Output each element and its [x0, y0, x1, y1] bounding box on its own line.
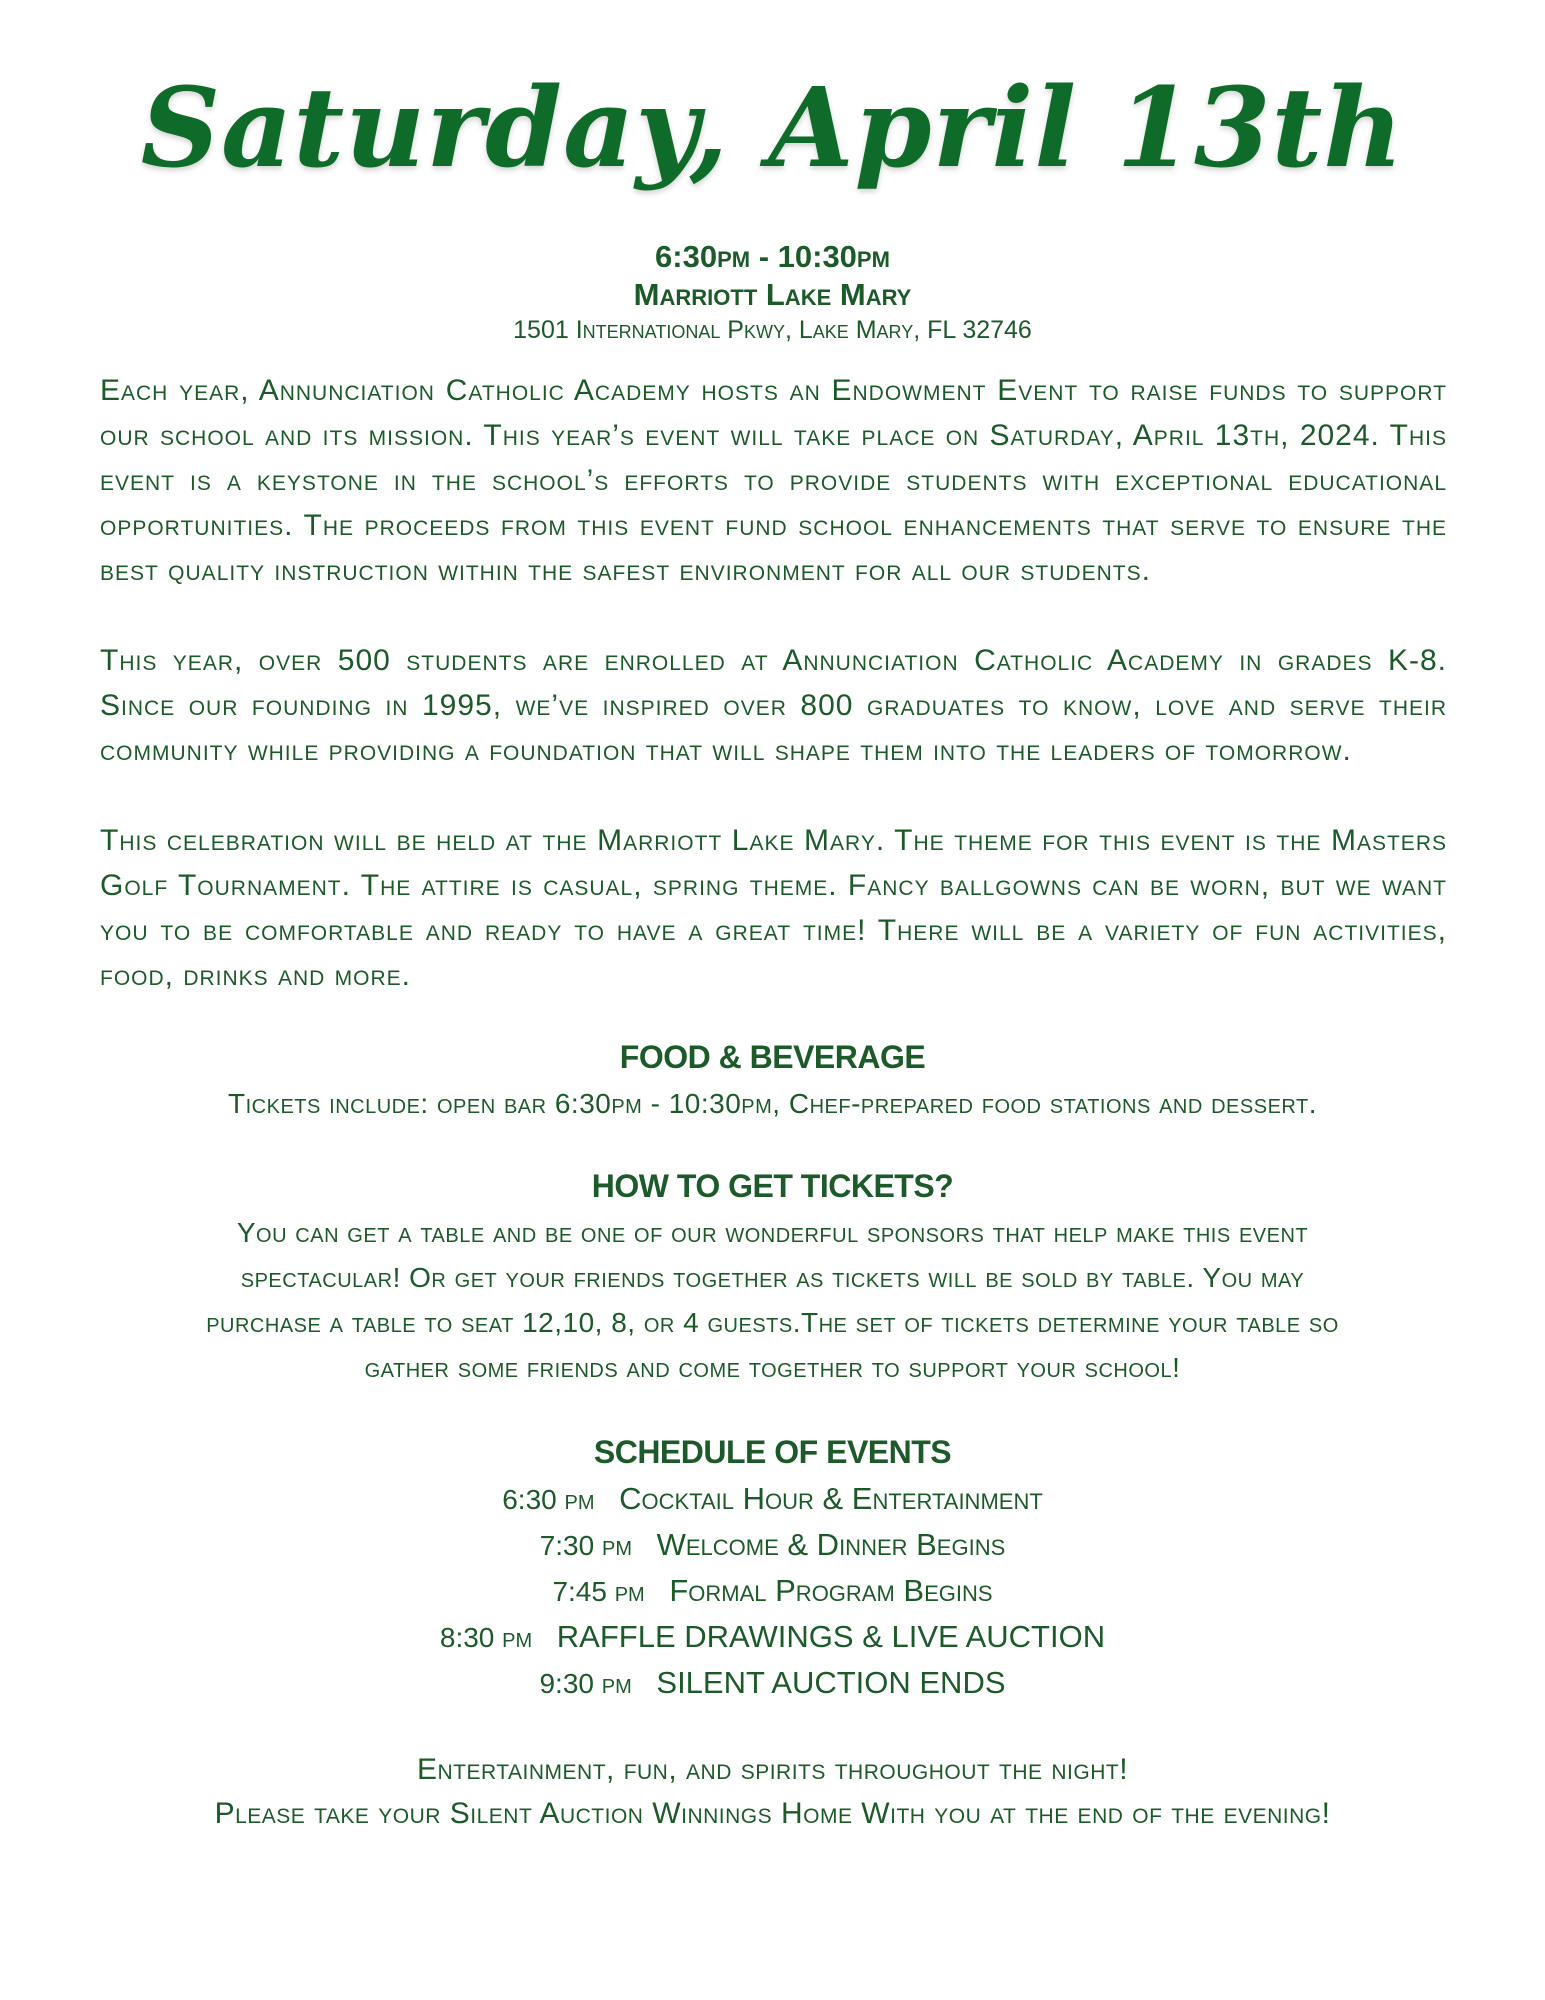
schedule-section — [0, 1428, 1545, 1706]
food-section — [0, 1033, 1545, 1126]
event-venue: Marriott Lake Mary — [633, 277, 912, 312]
schedule-time: 7:45 pm — [552, 1576, 645, 1607]
schedule-item — [0, 1614, 1545, 1660]
tickets-line: purchase a table to seat 12,10, 8, or 4 guests.The set of tickets determine your table so — [206, 1307, 1339, 1338]
schedule-time: 7:30 pm — [539, 1530, 632, 1561]
footer-line: Please take your Silent Auction Winnings Home With you at the end of the evening! — [214, 1797, 1331, 1830]
schedule-event: RAFFLE DRAWINGS & LIVE AUCTION — [556, 1619, 1106, 1654]
tickets-line: You can get a table and be one of our wonderful sponsors that help make this event — [236, 1217, 1309, 1248]
tickets-section — [0, 1162, 1545, 1390]
schedule-time: 9:30 pm — [539, 1668, 632, 1699]
food-heading: FOOD & BEVERAGE — [619, 1039, 926, 1075]
schedule-time: 6:30 pm — [502, 1484, 595, 1515]
schedule-event: SILENT AUCTION ENDS — [656, 1665, 1006, 1700]
description — [100, 368, 1447, 998]
schedule-heading: SCHEDULE OF EVENTS — [593, 1434, 952, 1470]
tickets-heading: HOW TO GET TICKETS? — [591, 1168, 954, 1204]
schedule-event: Formal Program Begins — [669, 1573, 993, 1608]
schedule-time: 8:30 pm — [439, 1622, 533, 1653]
schedule-item — [0, 1522, 1545, 1568]
schedule-item — [0, 1660, 1545, 1706]
footer — [0, 1748, 1545, 1836]
paragraph-enrollment: This year, over 500 students are enrolled at Annunciation Catholic Academy in grades K-8. Since our founding in 1995, we’ve inspired over 800 graduates to know, love and serve their community while providing a foundation that will shape them into the leaders of tomorrow. — [100, 644, 1447, 767]
tickets-line: spectacular! Or get your friends together as tickets will be sold by table. You may — [240, 1262, 1305, 1293]
food-text: Tickets include: open bar 6:30pm - 10:30pm, Chef-prepared food stations and dessert. — [228, 1088, 1317, 1119]
schedule-item — [0, 1568, 1545, 1614]
paragraph-celebration: This celebration will be held at the Marriott Lake Mary. The theme for this event is the Masters Golf Tournament. The attire is casual, spring theme. Fancy ballgowns can be worn, but we want you to be comfortable and ready to have a great time! There will be a variety of fun activities, food, drinks and more. — [100, 824, 1447, 992]
schedule-event: Cocktail Hour & Entertainment — [619, 1481, 1043, 1516]
event-time: 6:30pm - 10:30pm — [655, 239, 890, 274]
event-date-title: Saturday, April 13th — [140, 63, 1405, 192]
event-info — [0, 238, 1545, 346]
event-address: 1501 International Pkwy, Lake Mary, FL 32746 — [513, 316, 1032, 344]
schedule-event: Welcome & Dinner Begins — [656, 1527, 1006, 1562]
paragraph-endowment: Each year, Annunciation Catholic Academy hosts an Endowment Event to raise funds to support our school and its mission. This year’s event will take place on Saturday, April 13th, 2024. This event is a keystone in the school’s efforts to provide students with exceptional educational opportunities. The proceeds from this event fund school enhancements that serve to ensure the best quality instruction within the safest environment for all our students. — [100, 374, 1447, 587]
footer-line: Entertainment, fun, and spirits throughout the night! — [416, 1753, 1129, 1786]
tickets-line: gather some friends and come together to support your school! — [364, 1352, 1181, 1383]
schedule-item — [0, 1476, 1545, 1522]
